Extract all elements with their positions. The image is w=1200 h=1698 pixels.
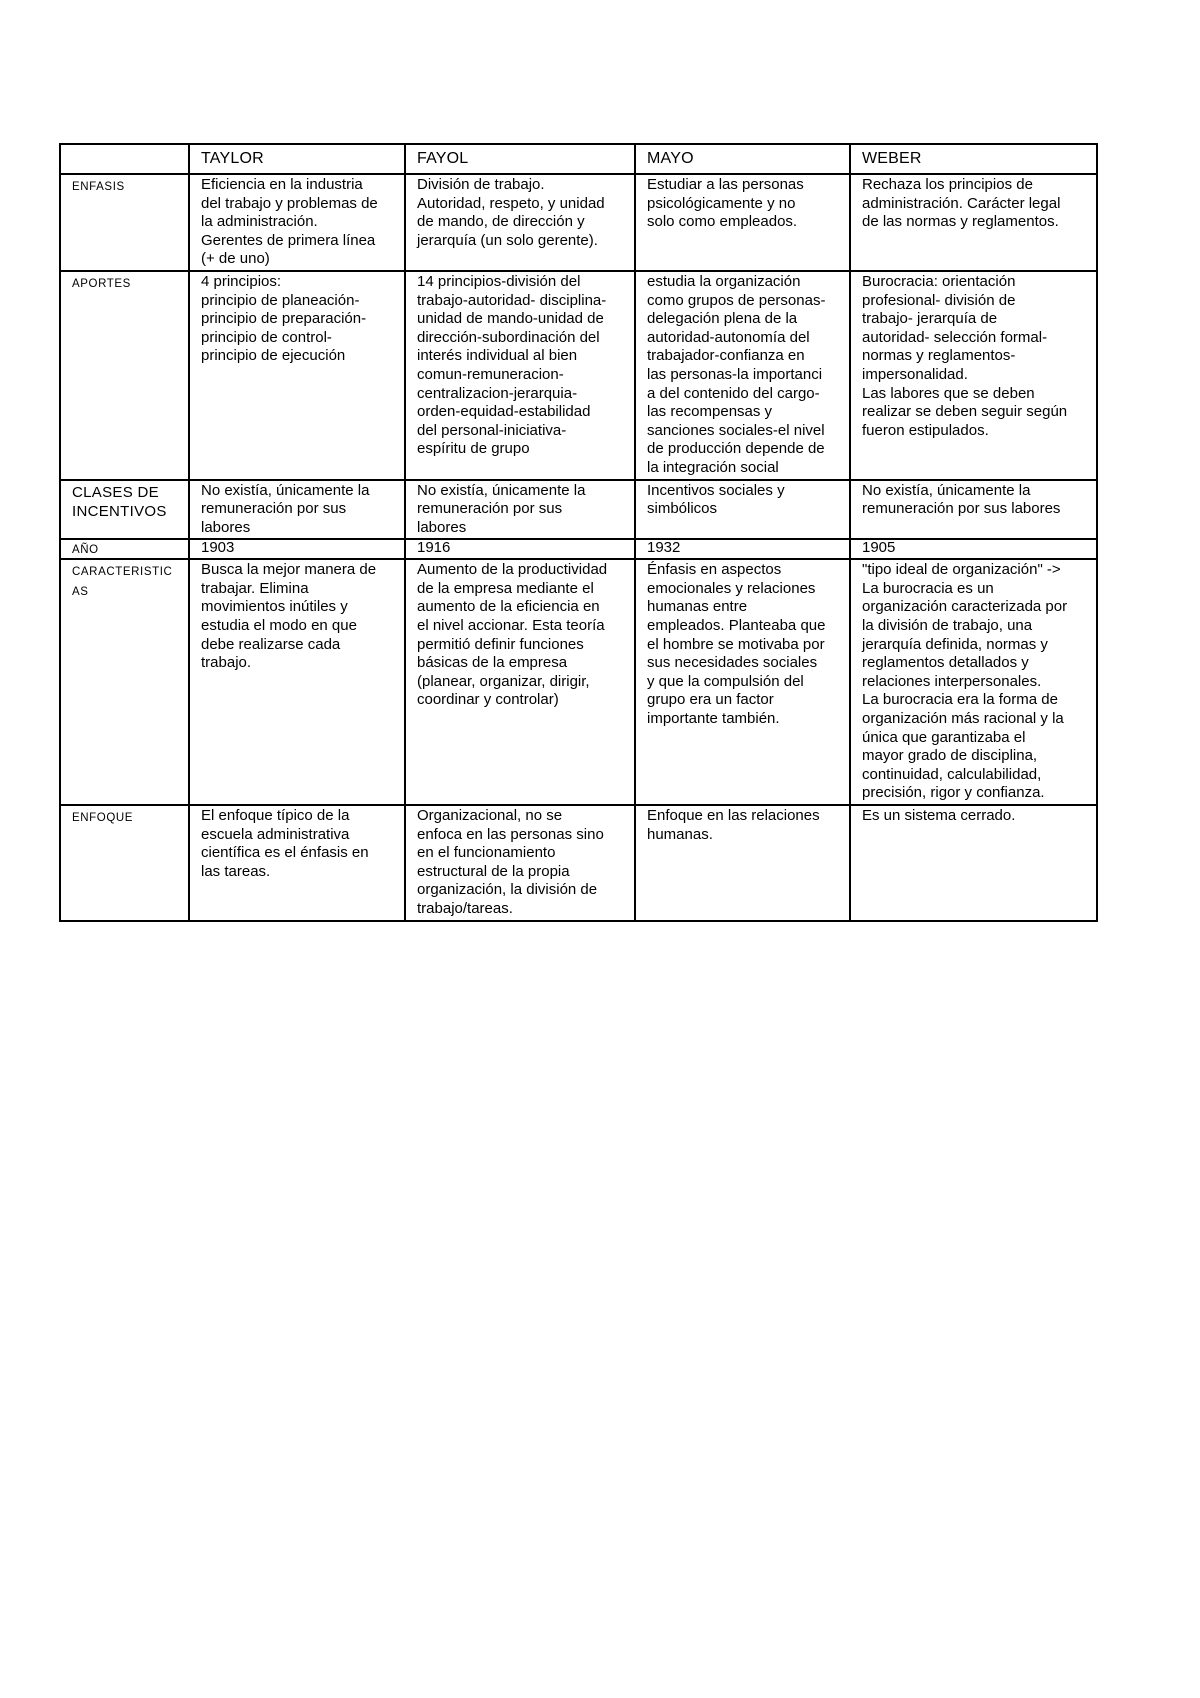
row-label-aportes: APORTES — [60, 271, 189, 480]
header-taylor: TAYLOR — [189, 144, 405, 174]
cell-anio-weber: 1905 — [850, 539, 1097, 559]
row-label-enfoque: ENFOQUE — [60, 805, 189, 921]
cell-aportes-fayol: 14 principios-división del trabajo-autoridad- disciplina- unidad de mando-unidad de dirección-subordinación del interés individual al bien comun-remuneracion- centralizacion-jerarquia- orden-equidad-estabilidad del personal-iniciativa- espíritu de grupo — [405, 271, 635, 480]
cell-enfasis-fayol: División de trabajo. Autoridad, respeto, y unidad de mando, de dirección y jerarquía (un solo gerente). — [405, 174, 635, 271]
header-fayol: FAYOL — [405, 144, 635, 174]
cell-enfasis-weber: Rechaza los principios de administración. Carácter legal de las normas y reglamentos. — [850, 174, 1097, 271]
cell-incentivos-taylor: No existía, únicamente la remuneración por sus labores — [189, 480, 405, 540]
row-label-incentivos: CLASES DE INCENTIVOS — [60, 480, 189, 540]
cell-enfoque-taylor: El enfoque típico de la escuela administrativa científica es el énfasis en las tareas. — [189, 805, 405, 921]
table-row-incentivos — [60, 480, 1097, 540]
cell-anio-fayol: 1916 — [405, 539, 635, 559]
cell-anio-taylor: 1903 — [189, 539, 405, 559]
cell-aportes-weber: Burocracia: orientación profesional- división de trabajo- jerarquía de autoridad- selección formal- normas y reglamentos- impersonalidad. Las labores que se deben realizar se deben seguir según fueron estipulados. — [850, 271, 1097, 480]
header-mayo: MAYO — [635, 144, 850, 174]
cell-incentivos-mayo: Incentivos sociales y simbólicos — [635, 480, 850, 540]
cell-enfoque-mayo: Enfoque en las relaciones humanas. — [635, 805, 850, 921]
header-corner-cell — [60, 144, 189, 174]
cell-enfoque-fayol: Organizacional, no se enfoca en las personas sino en el funcionamiento estructural de la propia organización, la división de trabajo/tareas. — [405, 805, 635, 921]
table-row-aportes — [60, 271, 1097, 480]
cell-caracteristicas-mayo: Énfasis en aspectos emocionales y relaciones humanas entre empleados. Planteaba que el hombre se motivaba por sus necesidades sociales y que la compulsión del grupo era un factor importante también. — [635, 559, 850, 805]
cell-caracteristicas-taylor: Busca la mejor manera de trabajar. Elimina movimientos inútiles y estudia el modo en que debe realizarse cada trabajo. — [189, 559, 405, 805]
cell-incentivos-fayol: No existía, únicamente la remuneración por sus labores — [405, 480, 635, 540]
header-weber: WEBER — [850, 144, 1097, 174]
table-row-enfoque — [60, 805, 1097, 921]
cell-aportes-mayo: estudia la organización como grupos de personas- delegación plena de la autoridad-autonomía del trabajador-confianza en las personas-la importanci a del contenido del cargo- las recompensas y sanciones sociales-el nivel de producción depende de la integración social — [635, 271, 850, 480]
cell-anio-mayo: 1932 — [635, 539, 850, 559]
cell-caracteristicas-weber: "tipo ideal de organización" -> La burocracia es un organización caracterizada por la división de trabajo, una jerarquía definida, normas y reglamentos detallados y relaciones interpersonales. La burocracia era la forma de organización más racional y la única que garantizaba el mayor grado de disciplina, continuidad, calculabilidad, precisión, rigor y confianza. — [850, 559, 1097, 805]
cell-enfoque-weber: Es un sistema cerrado. — [850, 805, 1097, 921]
table-row-enfasis — [60, 174, 1097, 271]
row-label-enfasis: ENFASIS — [60, 174, 189, 271]
row-label-anio: AÑO — [60, 539, 189, 559]
row-label-caracteristicas: CARACTERISTIC AS — [60, 559, 189, 805]
table-row-caracteristicas — [60, 559, 1097, 805]
table-row-anio — [60, 539, 1097, 559]
cell-caracteristicas-fayol: Aumento de la productividad de la empresa mediante el aumento de la eficiencia en el nivel accionar. Esta teoría permitió definir funciones básicas de la empresa (planear, organizar, dirigir, coordinar y controlar) — [405, 559, 635, 805]
cell-enfasis-mayo: Estudiar a las personas psicológicamente y no solo como empleados. — [635, 174, 850, 271]
cell-enfasis-taylor: Eficiencia en la industria del trabajo y problemas de la administración. Gerentes de primera línea (+ de uno) — [189, 174, 405, 271]
table-header-row — [60, 144, 1097, 174]
cell-aportes-taylor: 4 principios: principio de planeación- principio de preparación- principio de control- principio de ejecución — [189, 271, 405, 480]
comparison-table — [59, 143, 1098, 922]
cell-incentivos-weber: No existía, únicamente la remuneración por sus labores — [850, 480, 1097, 540]
